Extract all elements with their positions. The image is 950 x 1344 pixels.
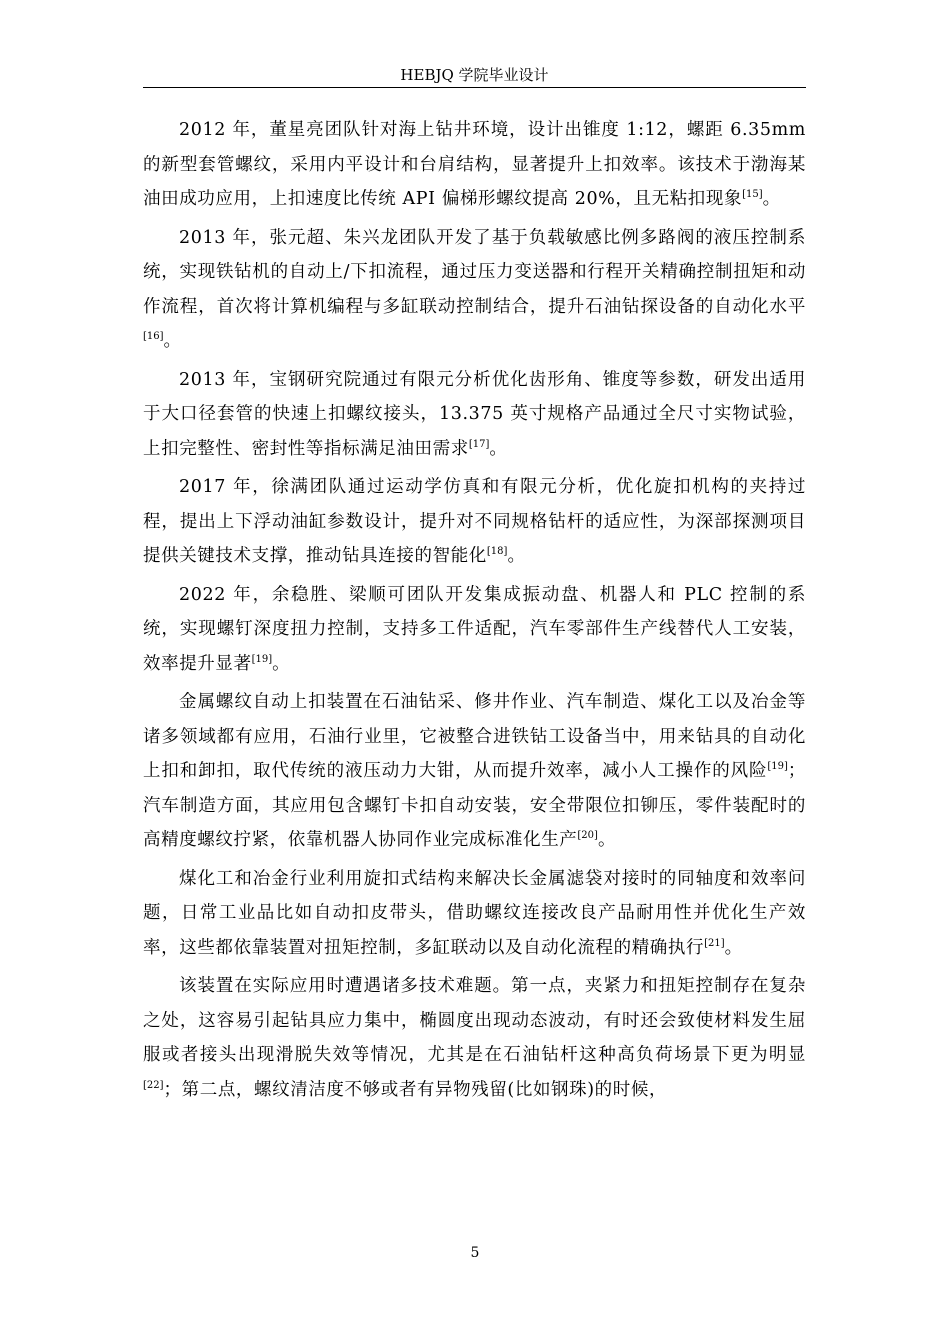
paragraph-5: 2022 年，余稳胜、梁顺可团队开发集成振动盘、机器人和 PLC 控制的系统，实现螺钉深度扭力控制，支持多工件适配，汽车零部件生产线替代人工安装，效率提升显著[19]。 [143, 584, 806, 674]
citation: [16] [143, 331, 164, 342]
paragraph-4: 2017 年，徐满团队通过运动学仿真和有限元分析，优化旋扣机构的夹持过程，提出上下浮动油缸参数设计，提升对不同规格钻杆的适应性，为深部探测项目提供关键技术支撑，推动钻具连接的智能化[18]。 [143, 477, 806, 566]
citation: [19] [767, 761, 788, 772]
paragraph-7: 煤化工和冶金行业利用旋扣式结构来解决长金属滤袋对接时的同轴度和效率问题，日常工业品比如自动扣皮带头，借助螺纹连接改良产品耐用性并优化生产效率，这些都依靠装置对扭矩控制，多缸联动以及自动化流程的精确执行[21]。 [143, 868, 806, 958]
citation: [22] [143, 1079, 164, 1091]
paragraph-8: 该装置在实际应用时遭遇诸多技术难题。第一点，夹紧力和扭矩控制存在复杂之处，这容易引起钻具应力集中，椭圆度出现动态波动，有时还会致使材料发生屈服或者接头出现滑脱失效等情况，尤其是在石油钻杆这种高负荷场景下更为明显[22]；第二点，螺纹清洁度不够或者有异物残留(比如钢珠)的时候， [143, 976, 806, 1100]
citation: [18] [486, 546, 508, 557]
header-title: HEBJQ 学院毕业设计 [400, 66, 549, 84]
paragraph-1: 2012 年，董星亮团队针对海上钻井环境，设计出锥度 1:12，螺距 6.35mm 的新型套管螺纹，采用内平设计和台肩结构，显著提升上扣效率。该技术于渤海某油田成功应用，上扣速度比传统 API 偏梯形螺纹提高 20%，且无粘扣现象[15]。 [143, 120, 806, 209]
page-header [143, 66, 806, 88]
citation: [15] [742, 189, 763, 200]
citation: [21] [704, 937, 725, 949]
paragraph-3: 2013 年，宝钢研究院通过有限元分析优化齿形角、锥度等参数，研发出适用于大口径套管的快速上扣螺纹接头，13.375 英寸规格产品通过全尺寸实物试验，上扣完整性、密封性等指标满足油田需求[17]。 [143, 369, 806, 459]
paragraph-2: 2013 年，张元超、朱兴龙团队开发了基于负载敏感比例多路阀的液压控制系统，实现铁钻机的自动上/下扣流程，通过压力变送器和行程开关精确控制扭矩和动作流程，首次将计算机编程与多缸联动控制结合，提升石油钻探设备的自动化水平[16]。 [143, 227, 806, 351]
page-number: 5 [470, 1245, 480, 1261]
document-body [143, 113, 806, 1111]
citation: [20] [577, 830, 598, 841]
citation: [17] [468, 438, 490, 450]
paragraph-6: 金属螺纹自动上扣装置在石油钻采、修井作业、汽车制造、煤化工以及冶金等诸多领域都有应用，石油行业里，它被整合进铁钻工设备当中，用来钻具的自动化上扣和卸扣，取代传统的液压动力大钳，从而提升效率，减小人工操作的风险[19]；汽车制造方面，其应用包含螺钉卡扣自动安装，安全带限位扣铆压，零件装配时的高精度螺纹拧紧，依靠机器人协同作业完成标准化生产[20]。 [143, 692, 806, 850]
citation: [19] [251, 653, 273, 665]
